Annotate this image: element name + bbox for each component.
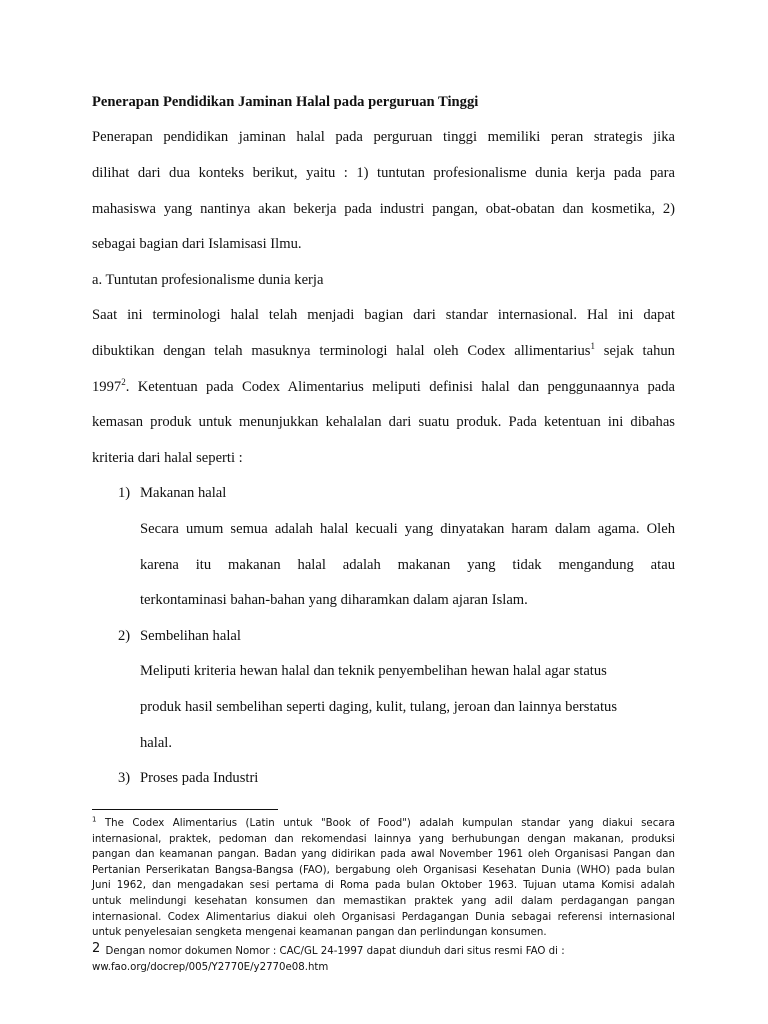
paragraph-text: 1997 bbox=[92, 379, 122, 395]
paragraph-line: kriteria dari halal seperti : bbox=[92, 450, 243, 466]
paragraph-text: sejak tahun bbox=[594, 343, 675, 359]
footnote-line: untuk melindungi kesehatan konsumen dan memastikan praktek yang adil dalam perdagangan pangan bbox=[92, 895, 675, 907]
footnote-ref-2[interactable]: 2 bbox=[121, 377, 126, 388]
list-item-text: karena itu makanan halal adalah makanan yang tidak mengandung atau bbox=[140, 557, 675, 573]
list-label: Sembelihan halal bbox=[140, 628, 241, 644]
list-label: Makanan halal bbox=[140, 485, 227, 501]
list-item-text: Secara umum semua adalah halal kecuali yang dinyatakan haram dalam agama. Oleh bbox=[140, 521, 675, 537]
footnote-line bbox=[92, 941, 675, 960]
footnote-line: untuk penyelesaian sengketa mengenai keamanan pangan dan perlindungan konsumen. bbox=[92, 927, 547, 939]
footnote-marker: 2 bbox=[92, 941, 101, 956]
section-a-heading: a. Tuntutan profesionalisme dunia kerja bbox=[92, 272, 324, 288]
paragraph-line bbox=[92, 342, 675, 360]
footnote-line: internasional, praktek, pedoman dan rekomendasi lainnya yang berhubungan dengan makanan, produksi bbox=[92, 833, 675, 845]
list-label: Proses pada Industri bbox=[140, 770, 259, 786]
paragraph-text: dibuktikan dengan telah masuknya terminologi halal oleh Codex allimentarius bbox=[92, 343, 591, 359]
intro-line: Penerapan pendidikan jaminan halal pada perguruan tinggi memiliki peran strategis jika bbox=[92, 129, 675, 145]
footnote-line bbox=[92, 816, 675, 832]
list-number: 2) bbox=[118, 628, 131, 644]
paragraph-text: . Ketentuan pada Codex Alimentarius meliputi definisi halal dan penggunaannya pada bbox=[125, 379, 675, 395]
list-number: 3) bbox=[118, 770, 131, 786]
paragraph-line: kemasan produk untuk menunjukkan kehalalan dari suatu produk. Pada ketentuan ini dibahas bbox=[92, 414, 675, 430]
list-number: 1) bbox=[118, 485, 131, 501]
intro-line: dilihat dari dua konteks berikut, yaitu : 1) tuntutan profesionalisme dunia kerja pada para bbox=[92, 165, 675, 181]
footnote-marker: 1 bbox=[92, 815, 97, 824]
document-title: Penerapan Pendidikan Jaminan Halal pada perguruan Tinggi bbox=[92, 94, 479, 110]
intro-line: sebagai bagian dari Islamisasi Ilmu. bbox=[92, 236, 302, 252]
footnote-line: pangan dan keamanan pangan. Badan yang didirikan pada awal November 1961 oleh Organisasi Pangan dan bbox=[92, 849, 675, 861]
footnote-1 bbox=[92, 816, 675, 941]
paragraph-line: Saat ini terminologi halal telah menjadi bagian dari standar internasional. Hal ini dapat bbox=[92, 307, 675, 323]
list-item-text: terkontaminasi bahan-bahan yang diharamkan dalam ajaran Islam. bbox=[140, 592, 528, 608]
footnote-url[interactable]: ww.fao.org/docrep/005/Y2770E/y2770e08.htm bbox=[92, 961, 329, 973]
footnote-text: The Codex Alimentarius (Latin untuk "Book of Food") adalah kumpulan standar yang diakui secara bbox=[104, 818, 675, 829]
footnote-separator bbox=[92, 809, 278, 810]
list-item-text: Meliputi kriteria hewan halal dan teknik penyembelihan hewan halal agar status bbox=[140, 663, 607, 679]
list-item-text: halal. bbox=[140, 735, 173, 751]
paragraph-line bbox=[92, 378, 675, 396]
footnote-line: Juni 1962, dan mengadakan sesi pertama di Roma pada bulan Oktober 1963. Tujuan utama Komisi adalah bbox=[92, 880, 675, 892]
footnote-2 bbox=[92, 941, 675, 975]
list-item-text: produk hasil sembelihan seperti daging, kulit, tulang, jeroan dan lainnya berstatus bbox=[140, 699, 618, 715]
footnote-ref-1[interactable]: 1 bbox=[590, 341, 595, 352]
footnote-text: Dengan nomor dokumen Nomor : CAC/GL 24-1997 dapat diunduh dari situs resmi FAO di : bbox=[105, 946, 565, 957]
footnote-line: internasional. Codex Alimentarius diakui oleh Organisasi Perdagangan Dunia sebagai referensi internasional bbox=[92, 911, 675, 923]
intro-line: mahasiswa yang nantinya akan bekerja pada industri pangan, obat-obatan dan kosmetika, 2) bbox=[92, 201, 675, 217]
footnote-line: Pertanian Perserikatan Bangsa-Bangsa (FAO), bergabung oleh Organisasi Kesehatan Dunia (WHO) pada bulan bbox=[92, 864, 675, 876]
